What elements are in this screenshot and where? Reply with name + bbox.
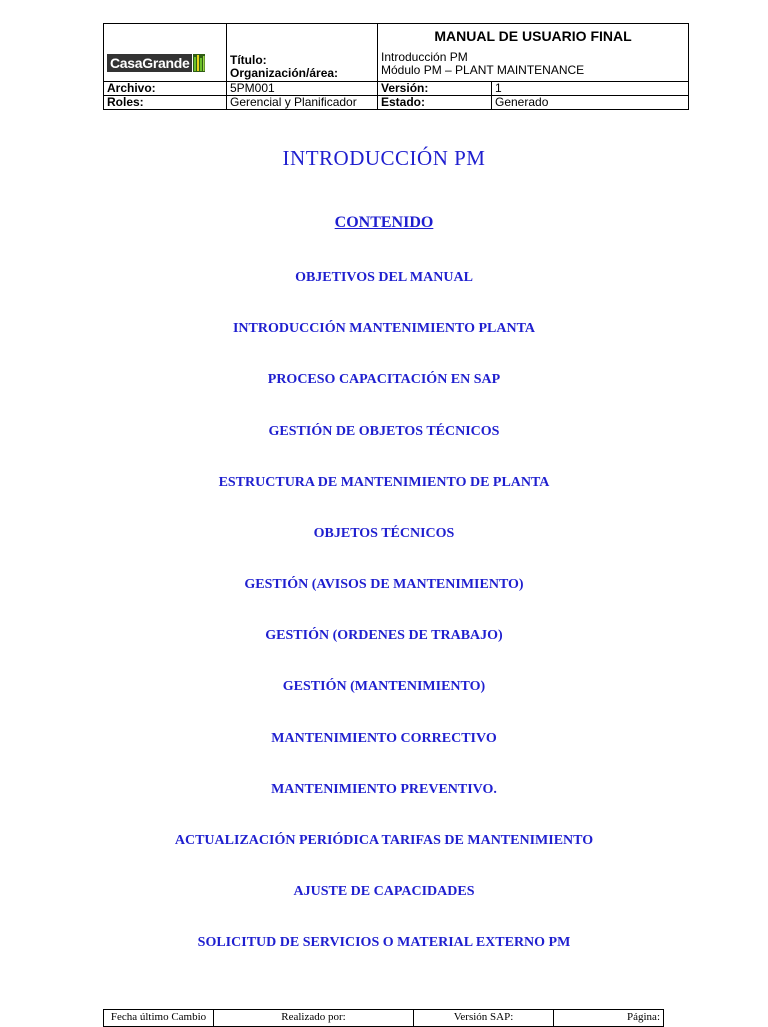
- manual-title: MANUAL DE USUARIO FINAL: [378, 24, 689, 52]
- toc-heading-text: CONTENIDO: [334, 214, 434, 231]
- titulo-label: Título:: [230, 53, 267, 67]
- casagrande-logo: [107, 53, 205, 73]
- toc-item[interactable]: GESTIÓN DE OBJETOS TÉCNICOS: [268, 424, 500, 439]
- toc-item[interactable]: MANTENIMIENTO CORRECTIVO: [271, 731, 497, 746]
- estado-label: Estado:: [378, 96, 492, 110]
- titulo-org-labels: [227, 24, 378, 82]
- toc-heading: [0, 214, 768, 232]
- toc-item[interactable]: OBJETOS TÉCNICOS: [313, 526, 455, 541]
- toc-item[interactable]: GESTIÓN (AVISOS DE MANTENIMIENTO): [244, 577, 524, 592]
- document-footer-table: [103, 1009, 664, 1027]
- toc-item[interactable]: OBJETIVOS DEL MANUAL: [295, 270, 473, 285]
- logo-text: CasaGrande: [107, 54, 192, 72]
- pagina-label: Página:: [554, 1010, 664, 1027]
- estado-value: Generado: [492, 96, 689, 110]
- titulo-value: Introducción PM: [381, 50, 468, 65]
- archivo-value: 5PM001: [227, 82, 378, 96]
- toc-item[interactable]: GESTIÓN (MANTENIMIENTO): [282, 679, 486, 694]
- toc-item[interactable]: INTRODUCCIÓN MANTENIMIENTO PLANTA: [232, 321, 536, 336]
- realizado-label: Realizado por:: [214, 1010, 414, 1027]
- toc-item[interactable]: MANTENIMIENTO PREVENTIVO.: [271, 782, 497, 797]
- roles-value: Gerencial y Planificador: [227, 96, 378, 110]
- titulo-org-values: [378, 51, 689, 81]
- roles-label: Roles:: [104, 96, 227, 110]
- org-label: Organización/área:: [230, 66, 339, 80]
- version-label: Versión:: [378, 82, 492, 96]
- document-header-table: [103, 23, 689, 110]
- document-title: INTRODUCCIÓN PM: [282, 146, 486, 170]
- leaf-logo-icon: [193, 54, 205, 72]
- org-value: Módulo PM – PLANT MAINTENANCE: [381, 63, 585, 78]
- logo-cell: [104, 24, 227, 82]
- version-sap-label: Versión SAP:: [414, 1010, 554, 1027]
- toc-item[interactable]: GESTIÓN (ORDENES DE TRABAJO): [265, 628, 503, 643]
- archivo-label: Archivo:: [104, 82, 227, 96]
- toc-item[interactable]: ACTUALIZACIÓN PERIÓDICA TARIFAS DE MANTENIMIENTO: [174, 833, 594, 848]
- toc-item[interactable]: ESTRUCTURA DE MANTENIMIENTO DE PLANTA: [218, 475, 550, 490]
- toc-item[interactable]: SOLICITUD DE SERVICIOS O MATERIAL EXTERNO PM: [197, 935, 571, 950]
- fecha-label: Fecha último Cambio: [104, 1010, 214, 1027]
- toc-item[interactable]: PROCESO CAPACITACIÓN EN SAP: [267, 372, 501, 387]
- version-value: 1: [492, 82, 689, 96]
- toc-item[interactable]: AJUSTE DE CAPACIDADES: [293, 884, 475, 899]
